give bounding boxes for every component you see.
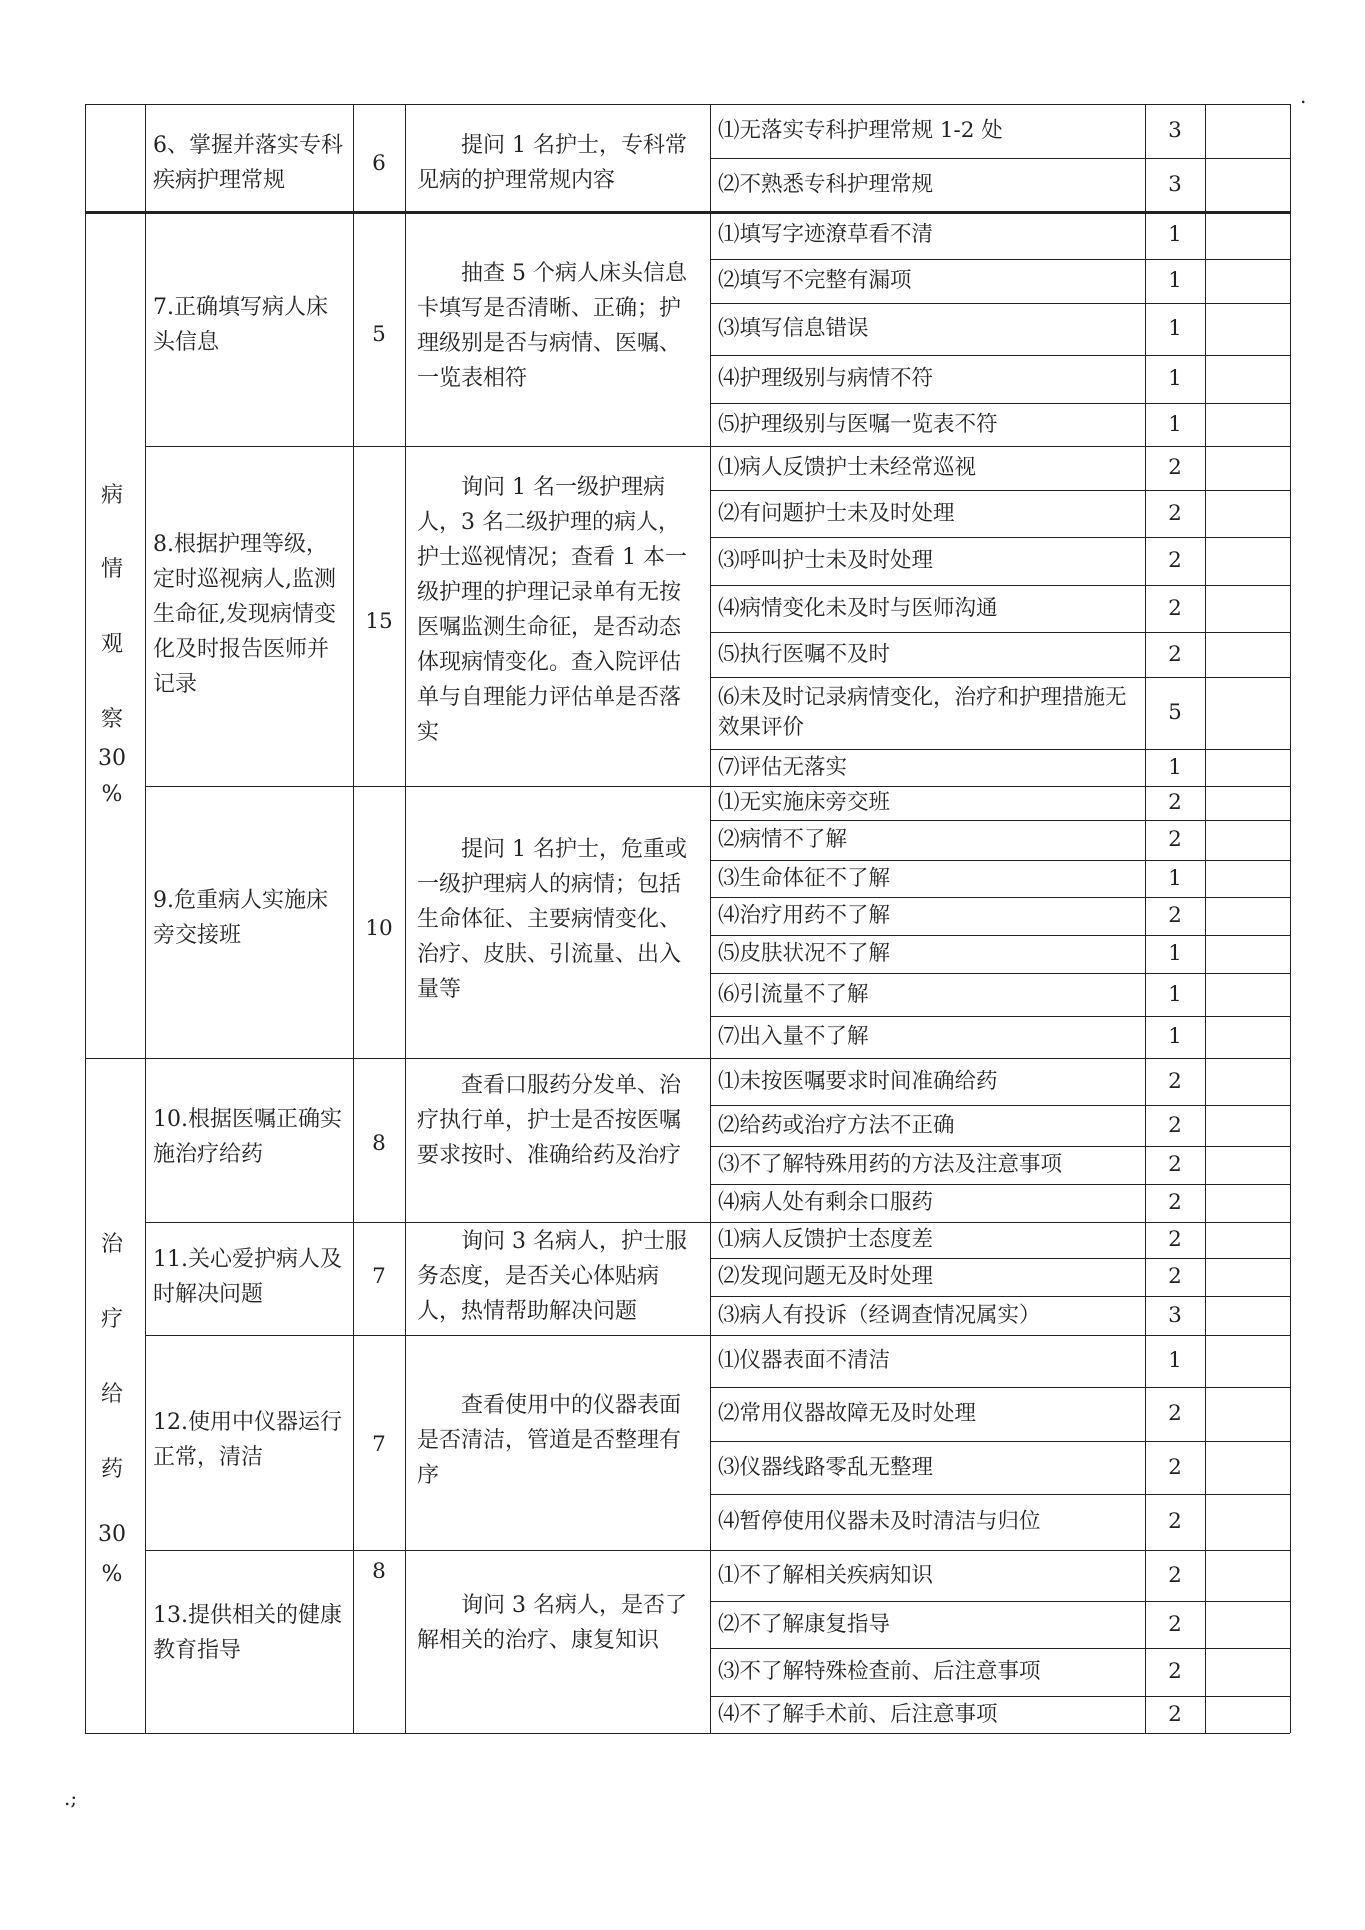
criterion-divider bbox=[710, 1648, 1290, 1649]
row-divider bbox=[145, 1222, 1290, 1223]
criterion-points: 2 bbox=[1168, 455, 1182, 480]
criterion-text: ⑵填写不完整有漏项 bbox=[718, 268, 912, 293]
criterion-divider bbox=[710, 403, 1290, 404]
category-char: 30 bbox=[98, 746, 126, 771]
criterion-divider bbox=[710, 820, 1290, 821]
criterion-points: 1 bbox=[1168, 754, 1182, 780]
criterion-text: ⑹未及时记录病情变化，治疗和护理措施无效果评价 bbox=[718, 685, 1127, 740]
criterion-text: ⑶不了解特殊检查前、后注意事项 bbox=[718, 1659, 1041, 1684]
criterion-points: 1 bbox=[1168, 941, 1182, 966]
criterion-divider bbox=[710, 585, 1290, 586]
criterion-divider bbox=[710, 1105, 1290, 1106]
criterion-points: 1 bbox=[1168, 222, 1182, 247]
criterion-points: 2 bbox=[1168, 1190, 1182, 1215]
item-text: 10.根据医嘱正确实施治疗给药 bbox=[153, 1107, 342, 1167]
criterion-points: 1 bbox=[1168, 981, 1182, 1007]
criterion-divider bbox=[710, 973, 1290, 974]
criterion-points: 1 bbox=[1168, 1024, 1182, 1049]
column-divider-deduction bbox=[1205, 104, 1206, 1733]
criterion-text: ⑶填写信息错误 bbox=[718, 316, 869, 341]
criterion-points: 1 bbox=[1168, 411, 1182, 437]
category-char: 治 bbox=[100, 1232, 123, 1257]
criterion-divider bbox=[710, 1146, 1290, 1147]
item-text: 6、掌握并落实专科疾病护理常规 bbox=[153, 133, 343, 193]
criterion-text: ⑴未按医嘱要求时间准确给药 bbox=[718, 1068, 998, 1094]
column-divider-points bbox=[1145, 104, 1146, 1733]
criterion-text: ⑺评估无落实 bbox=[718, 754, 848, 780]
criterion-divider bbox=[710, 749, 1290, 750]
criterion-divider bbox=[710, 1258, 1290, 1259]
criterion-text: ⑷病人处有剩余口服药 bbox=[718, 1190, 934, 1215]
row-divider bbox=[145, 446, 1290, 447]
criterion-divider bbox=[710, 860, 1290, 861]
criterion-divider bbox=[710, 1296, 1290, 1297]
column-divider-item bbox=[145, 104, 146, 1733]
criterion-points: 1 bbox=[1168, 1348, 1182, 1373]
criterion-text: ⑷不了解手术前、后注意事项 bbox=[718, 1701, 998, 1727]
criterion-text: ⑵给药或治疗方法不正确 bbox=[718, 1112, 955, 1138]
criterion-text: ⑵常用仪器故障无及时处理 bbox=[718, 1401, 977, 1426]
column-divider-criteria bbox=[710, 104, 711, 1733]
method-text: 提问 1 名护士，专科常见病的护理常规内容 bbox=[417, 133, 687, 193]
criterion-points: 2 bbox=[1168, 1454, 1182, 1480]
table-top-border bbox=[85, 104, 1290, 105]
criterion-divider bbox=[710, 1441, 1290, 1442]
criterion-points: 2 bbox=[1168, 1701, 1182, 1727]
criterion-text: ⑶生命体征不了解 bbox=[718, 865, 891, 891]
criterion-divider bbox=[710, 537, 1290, 538]
item-text: 12.使用中仪器运行正常，清洁 bbox=[153, 1410, 342, 1470]
criterion-text: ⑷暂停使用仪器未及时清洁与归位 bbox=[718, 1509, 1041, 1534]
criterion-text: ⑵病情不了解 bbox=[718, 827, 848, 852]
row-divider bbox=[145, 1550, 1290, 1551]
item-text: 7.正确填写病人床头信息 bbox=[153, 295, 328, 355]
criterion-points: 3 bbox=[1168, 171, 1182, 197]
criterion-points: 2 bbox=[1168, 1562, 1182, 1588]
item-score: 7 bbox=[372, 1264, 386, 1289]
criterion-points: 2 bbox=[1168, 500, 1182, 526]
criterion-text: ⑵有问题护士未及时处理 bbox=[718, 500, 955, 526]
table-left-border bbox=[85, 104, 86, 1733]
criterion-divider bbox=[710, 1601, 1290, 1602]
criterion-text: ⑸皮肤状况不了解 bbox=[718, 941, 891, 966]
criterion-text: ⑶呼叫护士未及时处理 bbox=[718, 548, 934, 573]
criterion-divider bbox=[710, 259, 1290, 260]
criterion-text: ⑸执行医嘱不及时 bbox=[718, 641, 891, 667]
criterion-points: 5 bbox=[1168, 700, 1182, 725]
item-score: 8 bbox=[372, 1559, 386, 1584]
criterion-points: 2 bbox=[1168, 827, 1182, 852]
criterion-points: 2 bbox=[1168, 903, 1182, 928]
criterion-text: ⑶不了解特殊用药的方法及注意事项 bbox=[718, 1152, 1063, 1177]
corner-mark: . bbox=[1300, 84, 1307, 108]
criterion-divider bbox=[710, 355, 1290, 356]
criterion-points: 2 bbox=[1168, 1611, 1182, 1637]
criterion-text: ⑵不熟悉专科护理常规 bbox=[718, 171, 934, 197]
method-text: 询问 3 名病人，是否了解相关的治疗、康复知识 bbox=[417, 1593, 687, 1653]
criterion-divider bbox=[710, 303, 1290, 304]
method-text: 查看口服药分发单、治疗执行单，护士是否按医嘱要求按时、准确给药及治疗 bbox=[417, 1073, 682, 1168]
item-score: 8 bbox=[372, 1131, 386, 1156]
category-char: 给 bbox=[100, 1382, 123, 1407]
category-char: 疗 bbox=[100, 1307, 123, 1332]
footer-mark: .; bbox=[64, 1786, 78, 1810]
criterion-text: ⑴无落实专科护理常规 1-2 处 bbox=[718, 118, 1003, 143]
method-text: 抽查 5 个病人床头信息卡填写是否清晰、正确；护理级别是否与病情、医嘱、一览表相符 bbox=[417, 261, 687, 391]
criterion-points: 2 bbox=[1168, 1152, 1182, 1177]
criterion-divider bbox=[710, 490, 1290, 491]
method-text: 询问 3 名病人，护士服务态度，是否关心体贴病人，热情帮助解决问题 bbox=[417, 1229, 687, 1324]
criterion-text: ⑷治疗用药不了解 bbox=[718, 903, 891, 928]
item-score: 10 bbox=[365, 916, 393, 941]
criterion-divider bbox=[710, 935, 1290, 936]
column-divider-score bbox=[353, 104, 354, 1733]
criterion-text: ⑴填写字迹潦草看不清 bbox=[718, 222, 934, 247]
criterion-points: 2 bbox=[1168, 1264, 1182, 1289]
item-score: 7 bbox=[372, 1432, 386, 1457]
method-text: 提问 1 名护士，危重或一级护理病人的病情；包括生命体征、主要病情变化、治疗、皮肤、引流量、出入量等 bbox=[417, 837, 687, 1002]
method-text: 查看使用中的仪器表面是否清洁，管道是否整理有序 bbox=[417, 1393, 682, 1488]
criterion-points: 1 bbox=[1168, 316, 1182, 341]
criterion-points: 2 bbox=[1168, 1509, 1182, 1534]
criterion-points: 3 bbox=[1168, 1302, 1182, 1328]
criterion-divider bbox=[710, 677, 1290, 678]
category-char: 观 bbox=[100, 632, 123, 657]
criterion-divider bbox=[710, 1494, 1290, 1495]
criterion-divider bbox=[710, 1387, 1290, 1388]
criterion-text: ⑷护理级别与病情不符 bbox=[718, 366, 934, 391]
criterion-divider bbox=[710, 897, 1290, 898]
criterion-text: ⑺出入量不了解 bbox=[718, 1024, 869, 1049]
item-text: 9.危重病人实施床旁交接班 bbox=[153, 888, 328, 948]
criterion-text: ⑴无实施床旁交班 bbox=[718, 790, 891, 815]
criterion-points: 3 bbox=[1168, 118, 1182, 143]
category-char: 药 bbox=[100, 1457, 123, 1482]
criterion-text: ⑶仪器线路零乱无整理 bbox=[718, 1454, 934, 1480]
row-divider bbox=[85, 211, 1290, 214]
criterion-divider bbox=[710, 158, 1290, 159]
criterion-points: 2 bbox=[1168, 1659, 1182, 1684]
criterion-points: 2 bbox=[1168, 595, 1182, 621]
item-score: 5 bbox=[372, 322, 386, 347]
criterion-points: 1 bbox=[1168, 268, 1182, 293]
row-divider bbox=[145, 1335, 1290, 1336]
row-divider bbox=[85, 1058, 1290, 1059]
criterion-text: ⑴仪器表面不清洁 bbox=[718, 1348, 891, 1373]
criterion-text: ⑷病情变化未及时与医师沟通 bbox=[718, 595, 998, 621]
item-score: 15 bbox=[365, 609, 393, 634]
table-bottom-border bbox=[85, 1733, 1290, 1734]
category-char: 30 bbox=[98, 1522, 126, 1547]
criterion-text: ⑹引流量不了解 bbox=[718, 981, 869, 1007]
criterion-points: 2 bbox=[1168, 1227, 1182, 1252]
criterion-text: ⑵发现问题无及时处理 bbox=[718, 1264, 934, 1289]
criterion-text: ⑴病人反馈护士态度差 bbox=[718, 1227, 934, 1252]
criterion-text: ⑸护理级别与医嘱一览表不符 bbox=[718, 411, 998, 437]
category-char: 病 bbox=[100, 483, 123, 508]
criterion-text: ⑴不了解相关疾病知识 bbox=[718, 1562, 934, 1588]
criterion-points: 2 bbox=[1168, 641, 1182, 667]
item-text: 13.提供相关的健康教育指导 bbox=[153, 1603, 342, 1663]
criterion-points: 2 bbox=[1168, 1401, 1182, 1426]
row-divider bbox=[145, 786, 1290, 787]
criterion-points: 2 bbox=[1168, 1112, 1182, 1138]
criterion-points: 2 bbox=[1168, 1068, 1182, 1094]
column-divider-method bbox=[405, 104, 406, 1733]
item-score: 6 bbox=[372, 151, 386, 176]
criterion-divider bbox=[710, 632, 1290, 633]
criterion-text: ⑶病人有投诉（经调查情况属实） bbox=[718, 1302, 1041, 1328]
category-char: % bbox=[101, 1562, 123, 1587]
criterion-divider bbox=[710, 1696, 1290, 1697]
item-text: 8.根据护理等级，定时巡视病人,监测生命征,发现病情变化及时报告医师并记录 bbox=[153, 532, 336, 697]
category-char: 察 bbox=[100, 707, 123, 732]
method-text: 询问 1 名一级护理病人，3 名二级护理的病人，护士巡视情况；查看 1 本一级护理的护理记录单有无按医嘱监测生命征，是否动态体现病情变化。查入院评估单与自理能力评估单是否落实 bbox=[417, 475, 687, 745]
item-text: 11.关心爱护病人及时解决问题 bbox=[153, 1247, 342, 1307]
criterion-points: 1 bbox=[1168, 865, 1182, 891]
criterion-points: 1 bbox=[1168, 366, 1182, 391]
category-char: 情 bbox=[100, 557, 123, 582]
criterion-text: ⑵不了解康复指导 bbox=[718, 1611, 891, 1637]
criterion-points: 2 bbox=[1168, 548, 1182, 573]
criterion-points: 2 bbox=[1168, 790, 1182, 815]
criterion-text: ⑴病人反馈护士未经常巡视 bbox=[718, 455, 977, 480]
criterion-divider bbox=[710, 1184, 1290, 1185]
criterion-divider bbox=[710, 1016, 1290, 1017]
table-right-border bbox=[1290, 104, 1291, 1733]
category-char: % bbox=[101, 782, 123, 807]
